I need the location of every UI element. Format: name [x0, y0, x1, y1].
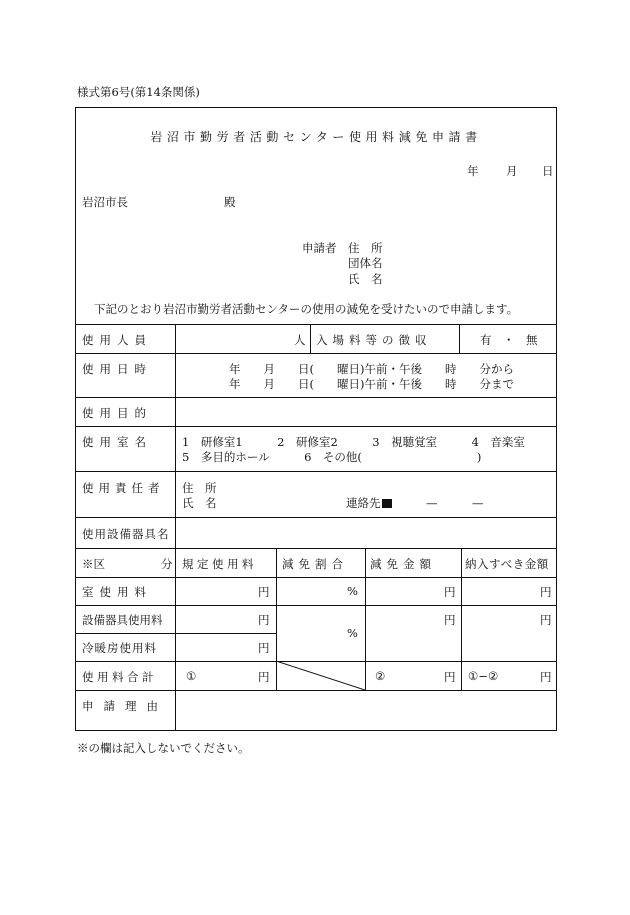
date-year: 年	[467, 164, 479, 178]
col-reduction-amount: 減免金額	[370, 557, 436, 571]
contact-label-text: 連絡先	[346, 496, 381, 510]
admission-label: 入場料等の徴収	[316, 333, 432, 347]
yen-unit: 円	[444, 670, 456, 684]
yen-unit: 円	[540, 670, 552, 684]
rule	[76, 426, 556, 427]
footnote: ※の欄は記入しないでください。	[77, 741, 250, 755]
row-total-fee: 使用料合計	[82, 670, 157, 684]
rule	[76, 633, 276, 634]
rule	[459, 324, 460, 353]
form-title: 岩沼市勤労者活動センター使用料減免申請書	[150, 130, 482, 144]
diagonal-line	[276, 661, 365, 690]
yen-unit: 円	[258, 613, 270, 627]
room-options-line1: 1 研修室1 2 研修室2 3 視聴覚室 4 音楽室	[182, 435, 525, 449]
rule	[365, 548, 366, 690]
purpose-label: 使用目的	[82, 406, 152, 420]
mark-1: ①	[186, 669, 197, 683]
datetime-to: 年 月 日( 曜日)午前・午後 時 分まで	[229, 377, 514, 391]
application-form	[75, 107, 557, 731]
row-room-fee: 室使用料	[82, 585, 152, 599]
yen-unit: 円	[540, 585, 552, 599]
yen-unit: 円	[258, 585, 270, 599]
row-equipment-fee: 設備器具使用料	[82, 613, 163, 627]
rule	[76, 353, 556, 354]
rule	[76, 517, 556, 518]
yen-unit: 円	[444, 613, 456, 627]
category-header-right: 分	[161, 557, 173, 571]
manager-address: 住 所	[182, 481, 217, 495]
telephone-icon	[382, 499, 392, 508]
rule	[461, 548, 462, 690]
addressee-name: 岩沼市長	[82, 195, 128, 209]
room-options-line2: 5 多目的ホール 6 その他( )	[182, 450, 482, 464]
manager-label: 使用責任者	[82, 481, 165, 495]
category-header-left: ※区	[82, 557, 105, 571]
applicant-address: 住 所	[348, 241, 383, 255]
datetime-label: 使用日時	[82, 362, 152, 376]
yen-unit: 円	[444, 585, 456, 599]
datetime-from: 年 月 日( 曜日)午前・午後 時 分から	[229, 362, 514, 376]
persons-unit: 人	[294, 333, 306, 347]
rule	[76, 324, 556, 325]
col-standard-fee: 規定使用料	[182, 557, 257, 571]
contact-label	[346, 495, 392, 511]
date-month: 月	[506, 164, 518, 178]
reason-label: 申請理由	[82, 699, 168, 713]
yen-unit: 円	[540, 613, 552, 627]
rule	[76, 548, 556, 549]
rule	[310, 324, 311, 353]
date-day: 日	[542, 164, 554, 178]
applicant-label: 申請者	[302, 241, 337, 255]
percent-unit: %	[347, 626, 358, 640]
rule	[76, 690, 556, 691]
admission-value: 有 ・ 無	[480, 333, 538, 347]
room-label: 使用室名	[82, 435, 152, 449]
rule	[76, 605, 556, 606]
contact-dashes: — —	[426, 496, 484, 510]
col-reduction-rate: 減免割合	[282, 557, 348, 571]
rule	[76, 397, 556, 398]
rule	[76, 577, 556, 578]
rule	[175, 324, 176, 730]
equipment-label: 使用設備器具名	[82, 527, 170, 541]
mark-difference: ①−②	[468, 669, 499, 683]
percent-unit: %	[347, 584, 358, 598]
statement-text: 下記のとおり岩沼市勤労者活動センターの使用の減免を受けたいので申請します。	[94, 302, 519, 316]
form-number: 様式第6号(第14条関係)	[77, 85, 200, 99]
yen-unit: 円	[258, 641, 270, 655]
rule	[76, 471, 556, 472]
applicant-name: 氏 名	[348, 272, 383, 286]
persons-label: 使用人員	[82, 333, 152, 347]
manager-name: 氏 名	[182, 496, 217, 510]
yen-unit: 円	[258, 670, 270, 684]
mark-2: ②	[375, 669, 386, 683]
row-aircon-fee: 冷暖房使用料	[82, 641, 157, 655]
col-payable-amount: 納入すべき金額	[465, 557, 549, 571]
applicant-group: 団体名	[348, 256, 383, 270]
addressee-honorific: 殿	[224, 195, 236, 209]
